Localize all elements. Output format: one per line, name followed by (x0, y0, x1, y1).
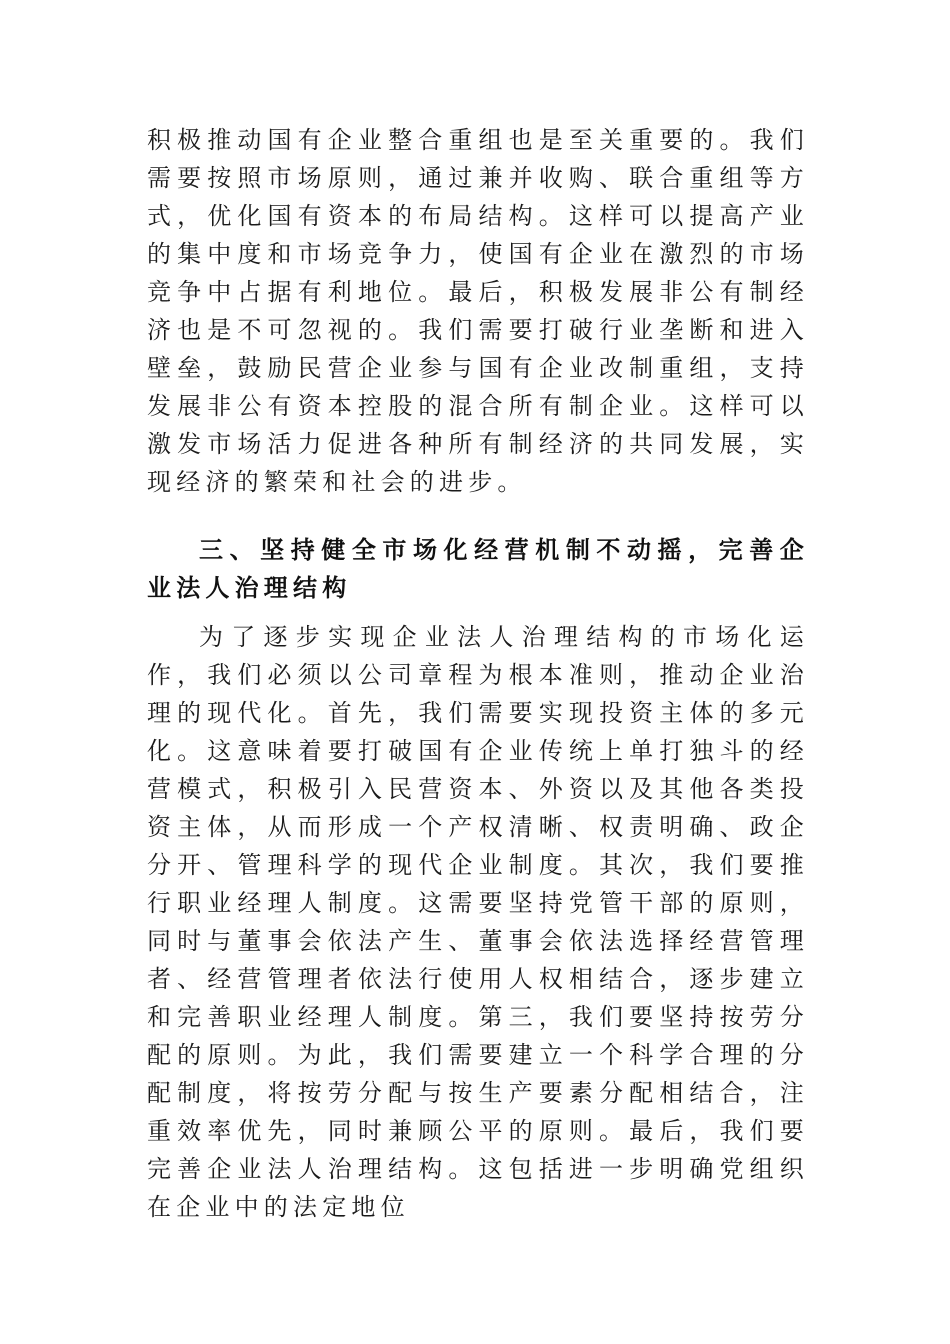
body-paragraph-continuation: 积极推动国有企业整合重组也是至关重要的。我们需要按照市场原则，通过兼并收购、联合重组等方式，优化国有资本的布局结构。这样可以提高产业的集中度和市场竞争力，使国有企业在激烈的市场竞争中占据有利地位。最后，积极发展非公有制经济也是不可忽视的。我们需要打破行业垄断和进入壁垒，鼓励民营企业参与国有企业改制重组，支持发展非公有资本控股的混合所有制企业。这样可以激发市场活力促进各种所有制经济的共同发展，实现经济的繁荣和社会的进步。 (147, 126, 809, 496)
body-paragraph: 为了逐步实现企业法人治理结构的市场化运作，我们必须以公司章程为根本准则，推动企业治理的现代化。首先，我们需要实现投资主体的多元化。这意味着要打破国有企业传统上单打独斗的经营模式，积极引入民营资本、外资以及其他各类投资主体，从而形成一个产权清晰、权责明确、政企分开、管理科学的现代企业制度。其次，我们要推行职业经理人制度。这需要坚持党管干部的原则，同时与董事会依法产生、董事会依法选择经营管理者、经营管理者依法行使用人权相结合，逐步建立和完善职业经理人制度。第三，我们要坚持按劳分配的原则。为此，我们需要建立一个科学合理的分配制度，将按劳分配与按生产要素分配相结合，注重效率优先，同时兼顾公平的原则。最后，我们要完善企业法人治理结构。这包括进一步明确党组织在企业中的法定地位 (147, 623, 809, 1221)
section-heading: 三、坚持健全市场化经营机制不动摇，完善企业法人治理结构 (147, 536, 809, 602)
